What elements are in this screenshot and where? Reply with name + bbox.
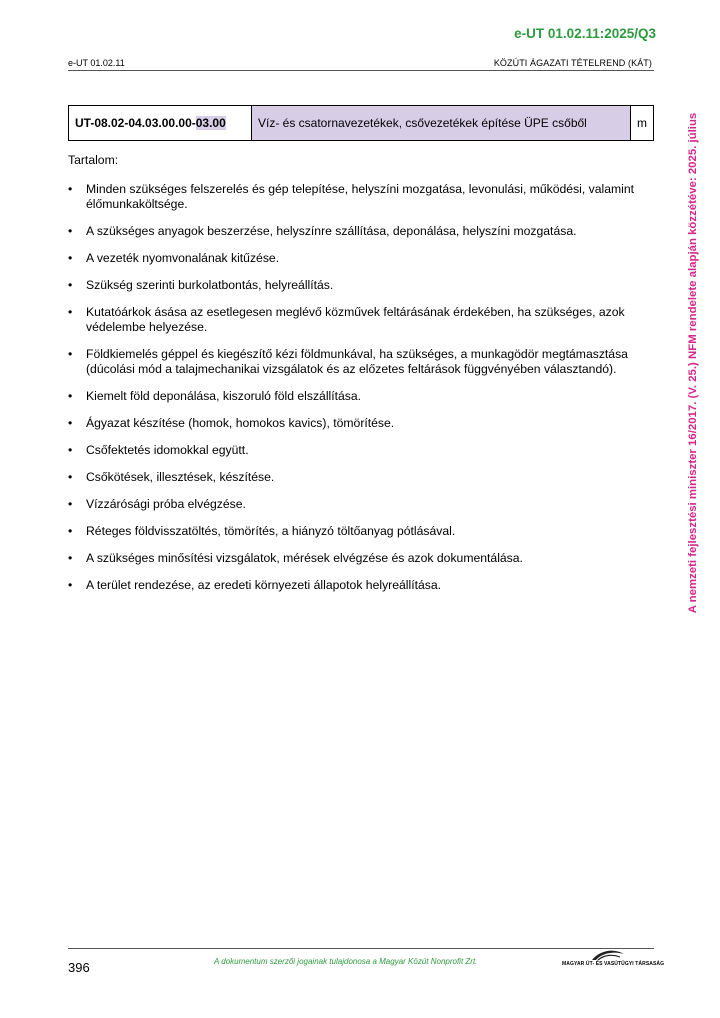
- list-item: [68, 224, 644, 239]
- list-item-text: Csőkötések, illesztések, készítése.: [86, 470, 275, 484]
- list-item-text: Kutatóárkok ásása az esetlegesen meglévő közművek feltárásának érdekében, ha szükséges, azok védelembe helyezése.: [86, 305, 625, 334]
- bullet-icon: •: [68, 443, 73, 457]
- list-item-text: Réteges földvisszatöltés, tömörítés, a hiányzó töltőanyag pótlásával.: [86, 524, 456, 538]
- item-unit-cell: m: [631, 106, 654, 141]
- header-left-text: e-UT 01.02.11: [68, 58, 125, 68]
- item-description-cell: Víz- és csatornavezetékek, csővezetékek építése ÜPE csőből: [252, 106, 631, 141]
- bullet-icon: •: [68, 578, 73, 592]
- list-item: [68, 182, 644, 212]
- list-item-text: A szükséges minősítési vizsgálatok, mérések elvégzése és azok dokumentálása.: [86, 551, 523, 565]
- header-right-text: KÖZÚTI ÁGAZATI TÉTELREND (KÁT): [493, 58, 652, 68]
- list-item-text: A vezeték nyomvonalának kitűzése.: [86, 251, 280, 265]
- list-item: [68, 470, 644, 485]
- logo-swoosh-icon: [590, 948, 626, 962]
- list-item: [68, 305, 644, 335]
- item-code-main: UT-08.02-04.03.00.00-: [75, 116, 196, 130]
- bullet-icon: •: [68, 347, 73, 361]
- side-note-text: A nemzeti fejlesztési miniszter 16/2017. (V. 25.) NFM rendelete alapján közzétéve: 2025. július: [687, 112, 699, 614]
- bullet-icon: •: [68, 524, 73, 538]
- list-item-text: Vízzárósági próba elvégzése.: [86, 497, 246, 511]
- list-item-text: Kiemelt föld deponálása, kiszoruló föld elszállítása.: [86, 389, 362, 403]
- list-item-text: Csőfektetés idomokkal együtt.: [86, 443, 249, 457]
- item-code-cell: [69, 106, 252, 141]
- list-item: [68, 551, 644, 566]
- item-table: [68, 105, 654, 141]
- bullet-icon: •: [68, 251, 73, 265]
- bullet-icon: •: [68, 305, 73, 319]
- list-item-text: Szükség szerinti burkolatbontás, helyreállítás.: [86, 278, 334, 292]
- bullet-icon: •: [68, 182, 73, 196]
- bullet-icon: •: [68, 470, 73, 484]
- list-item-text: Minden szükséges felszerelés és gép telepítése, helyszíni mozgatása, levonulási, működési, valamint élőmunkaköltsége.: [86, 182, 635, 211]
- bullet-icon: •: [68, 497, 73, 511]
- list-item: [68, 524, 644, 539]
- list-item: [68, 251, 644, 266]
- header-divider: [68, 70, 654, 71]
- list-item: [68, 347, 644, 377]
- list-item-text: A szükséges anyagok beszerzése, helyszínre szállítása, deponálása, helyszíni mozgatása.: [86, 224, 577, 238]
- item-code-highlight: 03.00: [195, 116, 226, 130]
- organization-logo: [562, 948, 665, 972]
- bullet-icon: •: [68, 278, 73, 292]
- list-item-text: A terület rendezése, az eredeti környezeti állapotok helyreállítása.: [86, 578, 441, 592]
- bullet-icon: •: [68, 389, 73, 403]
- list-item: [68, 443, 644, 458]
- list-item: [68, 416, 644, 431]
- content-list: [68, 182, 644, 605]
- bullet-icon: •: [68, 416, 73, 430]
- content-title: Tartalom:: [68, 153, 119, 167]
- list-item-text: Földkiemelés géppel és kiegészítő kézi földmunkával, ha szükséges, a munkagödör megtámasztása (dúcolási mód a talajmechanikai vizsgálatok és az előzetes feltárások függvényében választandó).: [86, 347, 628, 376]
- list-item: [68, 497, 644, 512]
- item-row: [69, 106, 654, 141]
- copyright-notice: A dokumentum szerzői jogainak tulajdonosa a Magyar Közút Nonprofit Zrt.: [214, 957, 478, 966]
- publication-side-note: [686, 96, 700, 630]
- page-number: 396: [68, 960, 90, 975]
- list-item: [68, 278, 644, 293]
- bullet-icon: •: [68, 551, 73, 565]
- document-code: e-UT 01.02.11:2025/Q3: [514, 26, 656, 41]
- list-item: [68, 389, 644, 404]
- list-item-text: Ágyazat készítése (homok, homokos kavics), tömörítése.: [86, 416, 395, 430]
- list-item: [68, 578, 644, 593]
- bullet-icon: •: [68, 224, 73, 238]
- logo-text: MAGYAR ÚT- ÉS VASÚTÜGYI TÁRSASÁG: [562, 961, 665, 967]
